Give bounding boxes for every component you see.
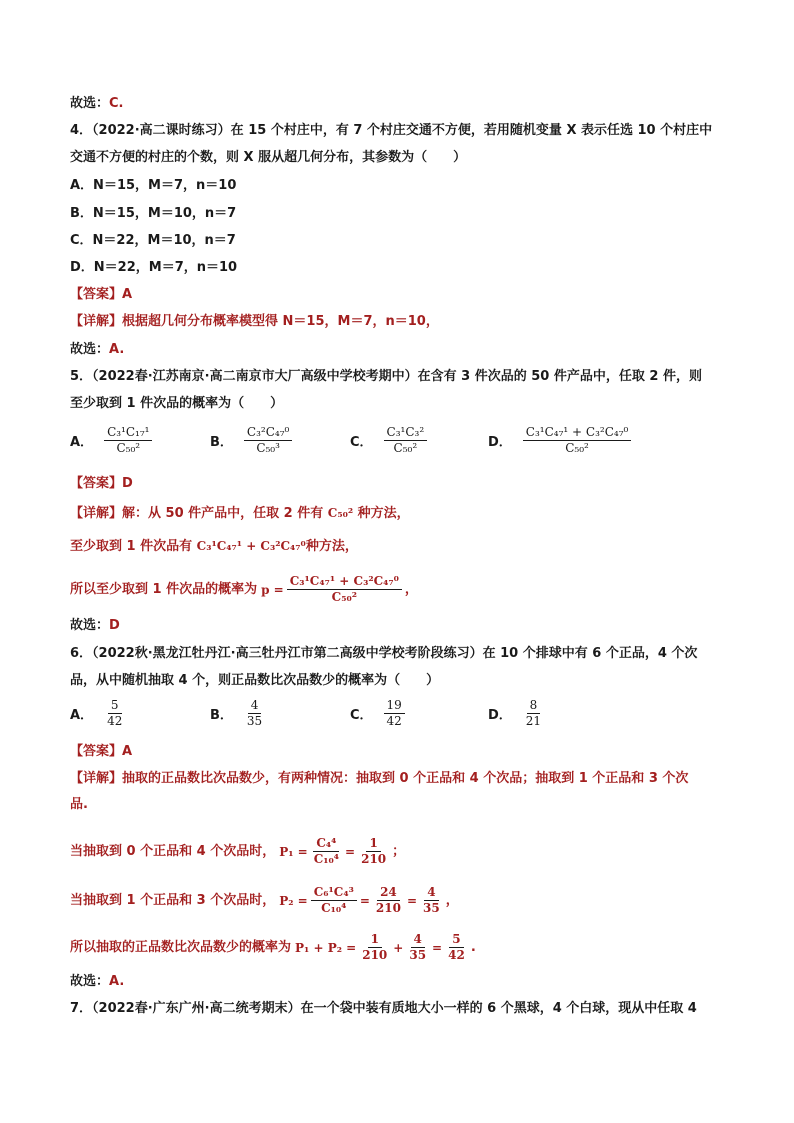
q6-case1-text: 当抽取到 0 个正品和 4 个次品时，: [70, 843, 276, 859]
q6-final: A.: [109, 974, 125, 989]
q7-stem-line-1: [70, 1000, 697, 1018]
q5-option-d-fraction: [523, 425, 632, 456]
q3-final-label: 故选：: [70, 96, 110, 111]
q6-case1-rden: 210: [361, 852, 387, 866]
q5-option-c-den: C₅₀²: [393, 441, 418, 455]
q4-detail: 根据超几何分布概率模型得 N＝15，M＝7，n＝10，: [122, 314, 439, 329]
q6-case2-eq1: =: [359, 893, 370, 908]
q3-final-answer: C.: [109, 96, 124, 111]
q4-answer: A: [122, 287, 133, 302]
q6-sum-text: 所以抽取的正品数比次品数少的概率为: [70, 939, 292, 955]
q6-option-b-num: 4: [248, 698, 262, 714]
q4-final-label: 故选：: [70, 342, 110, 357]
q6-stem-1: 在 10 个排球中有 6 个正品，4 个次: [482, 646, 698, 661]
q6-case2-result-fraction: [420, 885, 443, 916]
q5-option-a-label: A．: [70, 435, 94, 450]
q4-final: A.: [109, 342, 125, 357]
q6-case2-mden: 210: [375, 901, 401, 915]
q6-case2-rnum: 4: [424, 885, 438, 901]
q6-detail-paragraph: [70, 766, 720, 818]
q5-option-a-den: C₅₀²: [116, 441, 141, 455]
q5-stem-line-2: [70, 395, 283, 413]
q5-detail-line-2: [70, 537, 358, 556]
q5-stem-2: 至少取到 1 件次品的概率为（ ）: [70, 396, 284, 411]
q6-stem-line-1: [70, 645, 697, 663]
q6-option-c-num: 19: [384, 698, 405, 714]
q5-option-c-label: C．: [350, 435, 373, 450]
q5-final: D: [109, 618, 120, 633]
q5-detail-3b: ，: [404, 581, 418, 597]
q6-sum-d2: 35: [409, 948, 427, 962]
q4-detail-label: 【详解】: [70, 314, 123, 329]
q6-sum-end: .: [470, 939, 476, 955]
q5-detail-3-num: C₃¹C₄₇¹ + C₃²C₄₇⁰: [287, 574, 402, 590]
q6-case2-den: C₁₀⁴: [321, 901, 347, 915]
q6-case2-fraction: [311, 885, 357, 916]
q6-option-a-label: A．: [70, 708, 94, 723]
q6-option-c-fraction: [384, 698, 405, 729]
q4-answer-label: 【答案】: [70, 287, 123, 302]
q5-option-d-label: D．: [488, 435, 512, 450]
q5-option-d-den: C₅₀²: [565, 441, 589, 455]
q6-case1-end: ；: [392, 843, 406, 859]
q6-option-c: [350, 698, 408, 729]
q5-detail-3-fraction: [287, 574, 402, 605]
q6-case2-mnum: 24: [377, 885, 400, 901]
q6-option-d-den: 21: [525, 714, 542, 728]
q4-option-a: A．N＝15，M＝7，n＝10: [70, 178, 237, 193]
q6-sum-eq: =: [432, 940, 443, 955]
q6-sum-n3: 5: [449, 932, 463, 948]
q5-answer-line: [70, 475, 133, 493]
q6-answer-label: 【答案】: [70, 744, 123, 759]
q6-case1-result-fraction: [358, 836, 389, 867]
q6-option-b-fraction: [244, 698, 265, 729]
q5-detail-1a: 解：从 50 件产品中，任取 2 件有: [122, 506, 324, 521]
q6-case2-num: C₆¹C₄³: [311, 885, 357, 901]
q6-case1-fraction: [311, 836, 342, 867]
q5-detail-3-lhs: p =: [261, 582, 284, 597]
q6-option-b: [210, 698, 268, 729]
q6-answer-line: [70, 743, 132, 761]
q3-final-line: [70, 95, 124, 113]
q5-final-label: 故选：: [70, 618, 110, 633]
q6-option-b-den: 35: [246, 714, 263, 728]
q6-case2-line: [70, 885, 459, 916]
q6-option-d: [488, 698, 547, 729]
q4-stem-line-2: [70, 149, 466, 167]
q7-stem-1: 在一个袋中装有质地大小一样的 6 个黑球，4 个白球，现从中任取 4: [300, 1001, 697, 1016]
q6-case1-den: C₁₀⁴: [313, 852, 340, 866]
q4-stem-line-1: [70, 122, 712, 140]
q5-detail-3a: 所以至少取到 1 件次品的概率为: [70, 581, 258, 597]
q5-option-c-fraction: [384, 425, 428, 456]
q4-option-d: D．N＝22，M＝7，n＝10: [70, 260, 238, 275]
q6-stem-2: 品，从中随机抽取 4 个，则正品数比次品数少的概率为（ ）: [70, 673, 440, 688]
q4-final-line: [70, 341, 124, 359]
q6-option-d-label: D．: [488, 708, 512, 723]
q6-case2-mid-fraction: [373, 885, 404, 916]
q5-stem-1: 在含有 3 件次品的 50 件产品中，任取 2 件，则: [417, 369, 702, 384]
q6-case2-eq2: =: [406, 893, 418, 908]
q6-case1-eq: =: [345, 844, 356, 859]
q6-number: 6．: [70, 646, 93, 661]
q6-option-d-fraction: [523, 698, 544, 729]
q5-option-c: [350, 425, 430, 456]
q6-sum-d1: 210: [362, 948, 388, 962]
q5-option-a-fraction: [104, 425, 152, 456]
q5-stem-line-1: [70, 368, 702, 386]
q5-option-b-num: C₃²C₄₇⁰: [244, 425, 292, 441]
q5-detail-1-expr: C₅₀²: [327, 506, 354, 520]
q6-case2-end: ，: [445, 892, 459, 908]
q5-detail-line-1: [70, 504, 410, 523]
q6-sum-frac-1: [359, 932, 390, 963]
q4-detail-line: [70, 313, 439, 331]
q4-option-b: B．N＝15，M＝10，n＝7: [70, 206, 237, 221]
q5-answer-label: 【答案】: [70, 476, 123, 491]
q6-final-label: 故选：: [70, 974, 110, 989]
q5-source: （2022春·江苏南京·高二南京市大厂高级中学校考期中）: [92, 369, 418, 384]
q6-case1-rnum: 1: [366, 836, 380, 852]
q5-detail-line-3: [70, 574, 418, 605]
q7-number: 7．: [70, 1001, 93, 1016]
q6-final-line: [70, 973, 124, 991]
q6-sum-d3: 42: [448, 948, 465, 962]
q6-option-d-num: 8: [527, 698, 541, 714]
q6-option-a-fraction: [104, 698, 125, 729]
q4-stem-2: 交通不方便的村庄的个数，则 X 服从超几何分布，其参数为（ ）: [70, 150, 467, 165]
q5-detail-1b: 种方法，: [357, 506, 410, 521]
q6-option-c-label: C．: [350, 708, 373, 723]
q5-detail-2b: 种方法，: [305, 539, 358, 554]
q5-final-line: [70, 617, 120, 635]
q6-case1-line: [70, 836, 405, 867]
q6-sum-n2: 4: [411, 932, 425, 948]
q6-case1-lhs: P₁ =: [279, 844, 308, 859]
q4-stem-1: 在 15 个村庄中，有 7 个村庄交通不方便，若用随机变量 X 表示任选 10 个村庄中: [230, 123, 713, 138]
q6-case2-rden: 35: [423, 901, 440, 915]
q6-sum-lhs: P₁ + P₂ =: [295, 940, 357, 955]
q5-option-d: [488, 425, 634, 456]
q5-option-d-num: C₃¹C₄₇¹ + C₃²C₄₇⁰: [523, 425, 632, 441]
q5-option-a-num: C₃¹C₁₇¹: [104, 425, 152, 441]
q5-option-c-num: C₃¹C₃²: [384, 425, 428, 441]
q5-option-b-den: C₅₀³: [256, 441, 280, 455]
q6-case2-text: 当抽取到 1 个正品和 3 个次品时，: [70, 892, 276, 908]
q6-sum-line: [70, 932, 476, 963]
q6-stem-line-2: [70, 672, 439, 690]
q5-option-b: [210, 425, 295, 456]
q5-detail-3-den: C₅₀²: [331, 590, 357, 604]
q4-answer-line: [70, 286, 132, 304]
q6-detail-1: 抽取的正品数比次品数少，有两种情况：抽取到 0 个正品和 4 个次品；抽取到 1 个正品和 3 个次: [122, 771, 689, 786]
q6-option-a: [70, 698, 128, 729]
q5-number: 5．: [70, 369, 93, 384]
q6-option-c-den: 42: [386, 714, 402, 728]
q5-option-b-fraction: [244, 425, 292, 456]
q6-sum-n1: 1: [368, 932, 382, 948]
q4-source: （2022·高二课时练习）: [92, 123, 231, 138]
q6-sum-frac-3: [445, 932, 468, 963]
q6-case1-num: C₄⁴: [313, 836, 339, 852]
q5-detail-label: 【详解】: [70, 506, 123, 521]
q5-option-b-label: B．: [210, 435, 233, 450]
q6-option-a-den: 42: [107, 714, 123, 728]
q6-case2-lhs: P₂ =: [279, 893, 308, 908]
q6-option-a-num: 5: [108, 698, 122, 714]
q6-answer: A: [122, 744, 133, 759]
q4-option-c: C．N＝22，M＝10，n＝7: [70, 233, 236, 248]
q6-detail-label: 【详解】: [70, 771, 123, 786]
q4-number: 4．: [70, 123, 93, 138]
q6-sum-plus: +: [393, 940, 404, 955]
q6-sum-frac-2: [406, 932, 429, 963]
q5-option-a: [70, 425, 155, 456]
q6-source: （2022秋·黑龙江牡丹江·高三牡丹江市第二高级中学校考阶段练习）: [92, 646, 483, 661]
q5-detail-2a: 至少取到 1 件次品有: [70, 539, 193, 554]
q6-detail-1-cont: 品.: [70, 797, 88, 812]
q7-source: （2022春·广东广州·高二统考期末）: [92, 1001, 301, 1016]
q5-answer: D: [122, 476, 133, 491]
q6-option-b-label: B．: [210, 708, 233, 723]
q5-detail-2-expr: C₃¹C₄₇¹ + C₃²C₄₇⁰: [196, 539, 306, 553]
